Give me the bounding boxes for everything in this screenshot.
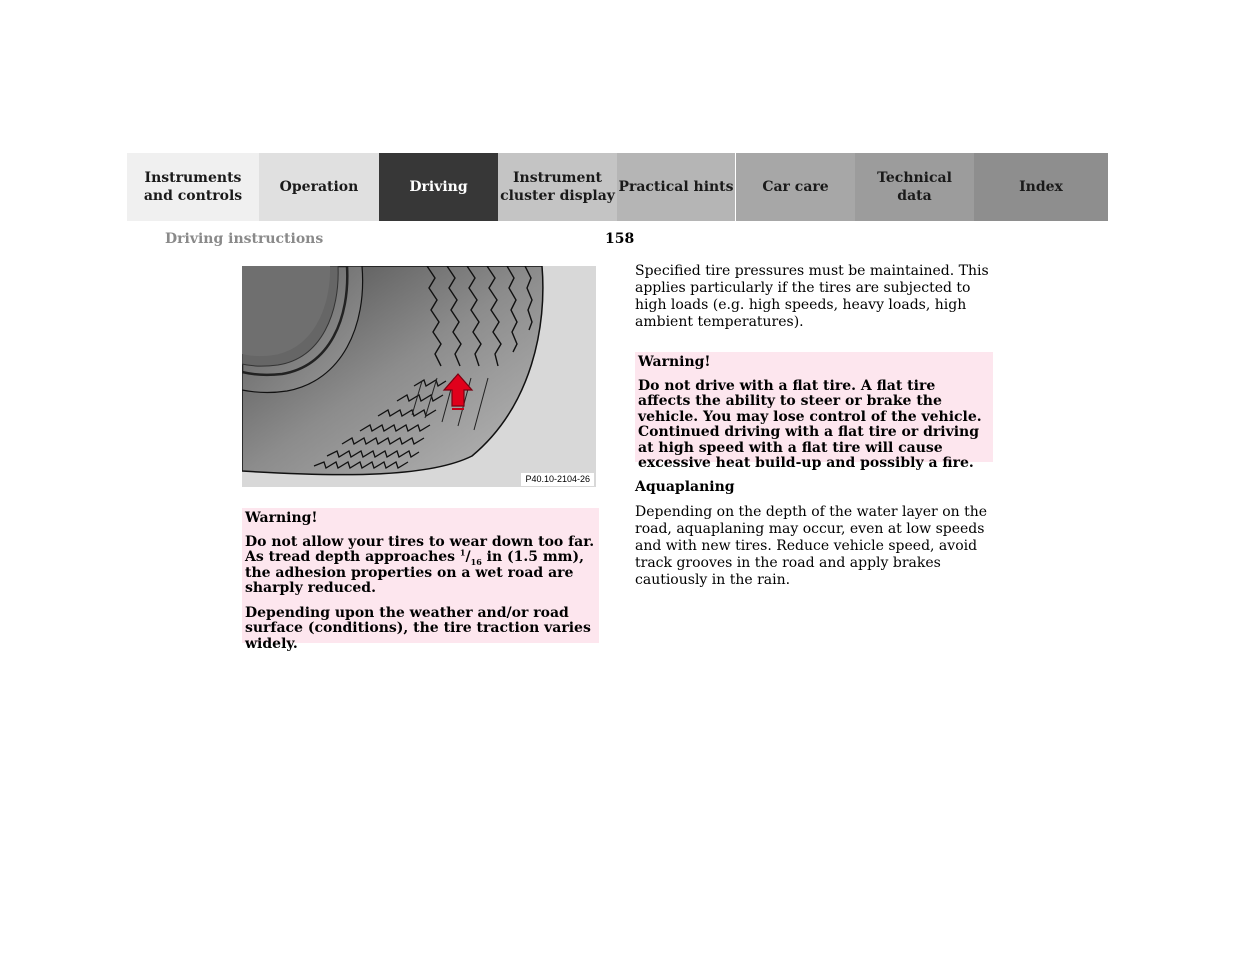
figure-code: P40.10-2104-26 bbox=[521, 473, 594, 486]
tire-pressure-paragraph: Specified tire pressures must be maintained. This applies particularly if the tires are subjected to high loads (e.g. high speeds, heavy loads, high ambient temperatures). bbox=[635, 263, 989, 330]
warning-paragraph-tread bbox=[245, 535, 596, 597]
tab-index[interactable] bbox=[974, 153, 1108, 221]
tab-label: Technical data bbox=[877, 170, 952, 204]
tab-label: Instruments and controls bbox=[143, 170, 243, 204]
tab-car-care[interactable] bbox=[736, 153, 855, 221]
warning-title: Warning! bbox=[245, 510, 318, 526]
warning-paragraph-flat-tire: Do not drive with a flat tire. A flat tire affects the ability to steer or brake the vehicle. You may lose control of the vehicle. Continued driving with a flat tire or driving at high speed with a flat tire will cause excessive heat build-up and possibly a fire. bbox=[638, 377, 982, 471]
section-title: Driving instructions bbox=[165, 231, 324, 247]
fraction-denominator: 16 bbox=[470, 556, 482, 567]
tab-operation[interactable] bbox=[259, 153, 379, 221]
tab-practical-hints[interactable] bbox=[617, 153, 736, 221]
tab-instruments-and-controls[interactable] bbox=[127, 153, 259, 221]
warning-title: Warning! bbox=[638, 354, 711, 370]
page-number: 158 bbox=[605, 231, 635, 247]
warning-text: Do not allow your tires to wear down too far. As tread depth approaches bbox=[245, 533, 595, 565]
fraction-numerator: 1 bbox=[459, 547, 466, 558]
tab-label: Instrument cluster display bbox=[500, 170, 615, 204]
warning-box-flat-tire bbox=[635, 352, 993, 471]
tab-label: Index bbox=[1019, 179, 1063, 195]
tire-drawing bbox=[242, 266, 596, 487]
tab-label: Operation bbox=[279, 179, 359, 195]
aquaplaning-paragraph: Depending on the depth of the water layer on the road, aquaplaning may occur, even at low speeds and with new tires. Reduce vehicle speed, avoid track grooves in the road and apply brakes cautiously in the rain. bbox=[635, 504, 988, 588]
tab-label: Driving bbox=[409, 179, 468, 195]
tab-driving[interactable] bbox=[379, 153, 498, 221]
chapter-nav bbox=[127, 153, 1108, 221]
tab-instrument-cluster-display[interactable] bbox=[498, 153, 617, 221]
warning-paragraph-traction: Depending upon the weather and/or road surface (conditions), the tire traction varies widely. bbox=[245, 604, 591, 652]
fraction-slash: / bbox=[465, 549, 471, 565]
warning-box-tread-depth bbox=[242, 508, 599, 652]
tire-tread-illustration bbox=[242, 266, 596, 487]
tab-label: Car care bbox=[762, 179, 829, 195]
tab-label: Practical hints bbox=[618, 179, 734, 195]
tab-technical-data[interactable] bbox=[855, 153, 974, 221]
aquaplaning-heading: Aquaplaning bbox=[635, 479, 735, 495]
warning-text: in (1.5 mm), the adhesion properties on a wet road are sharply reduced. bbox=[245, 549, 584, 596]
